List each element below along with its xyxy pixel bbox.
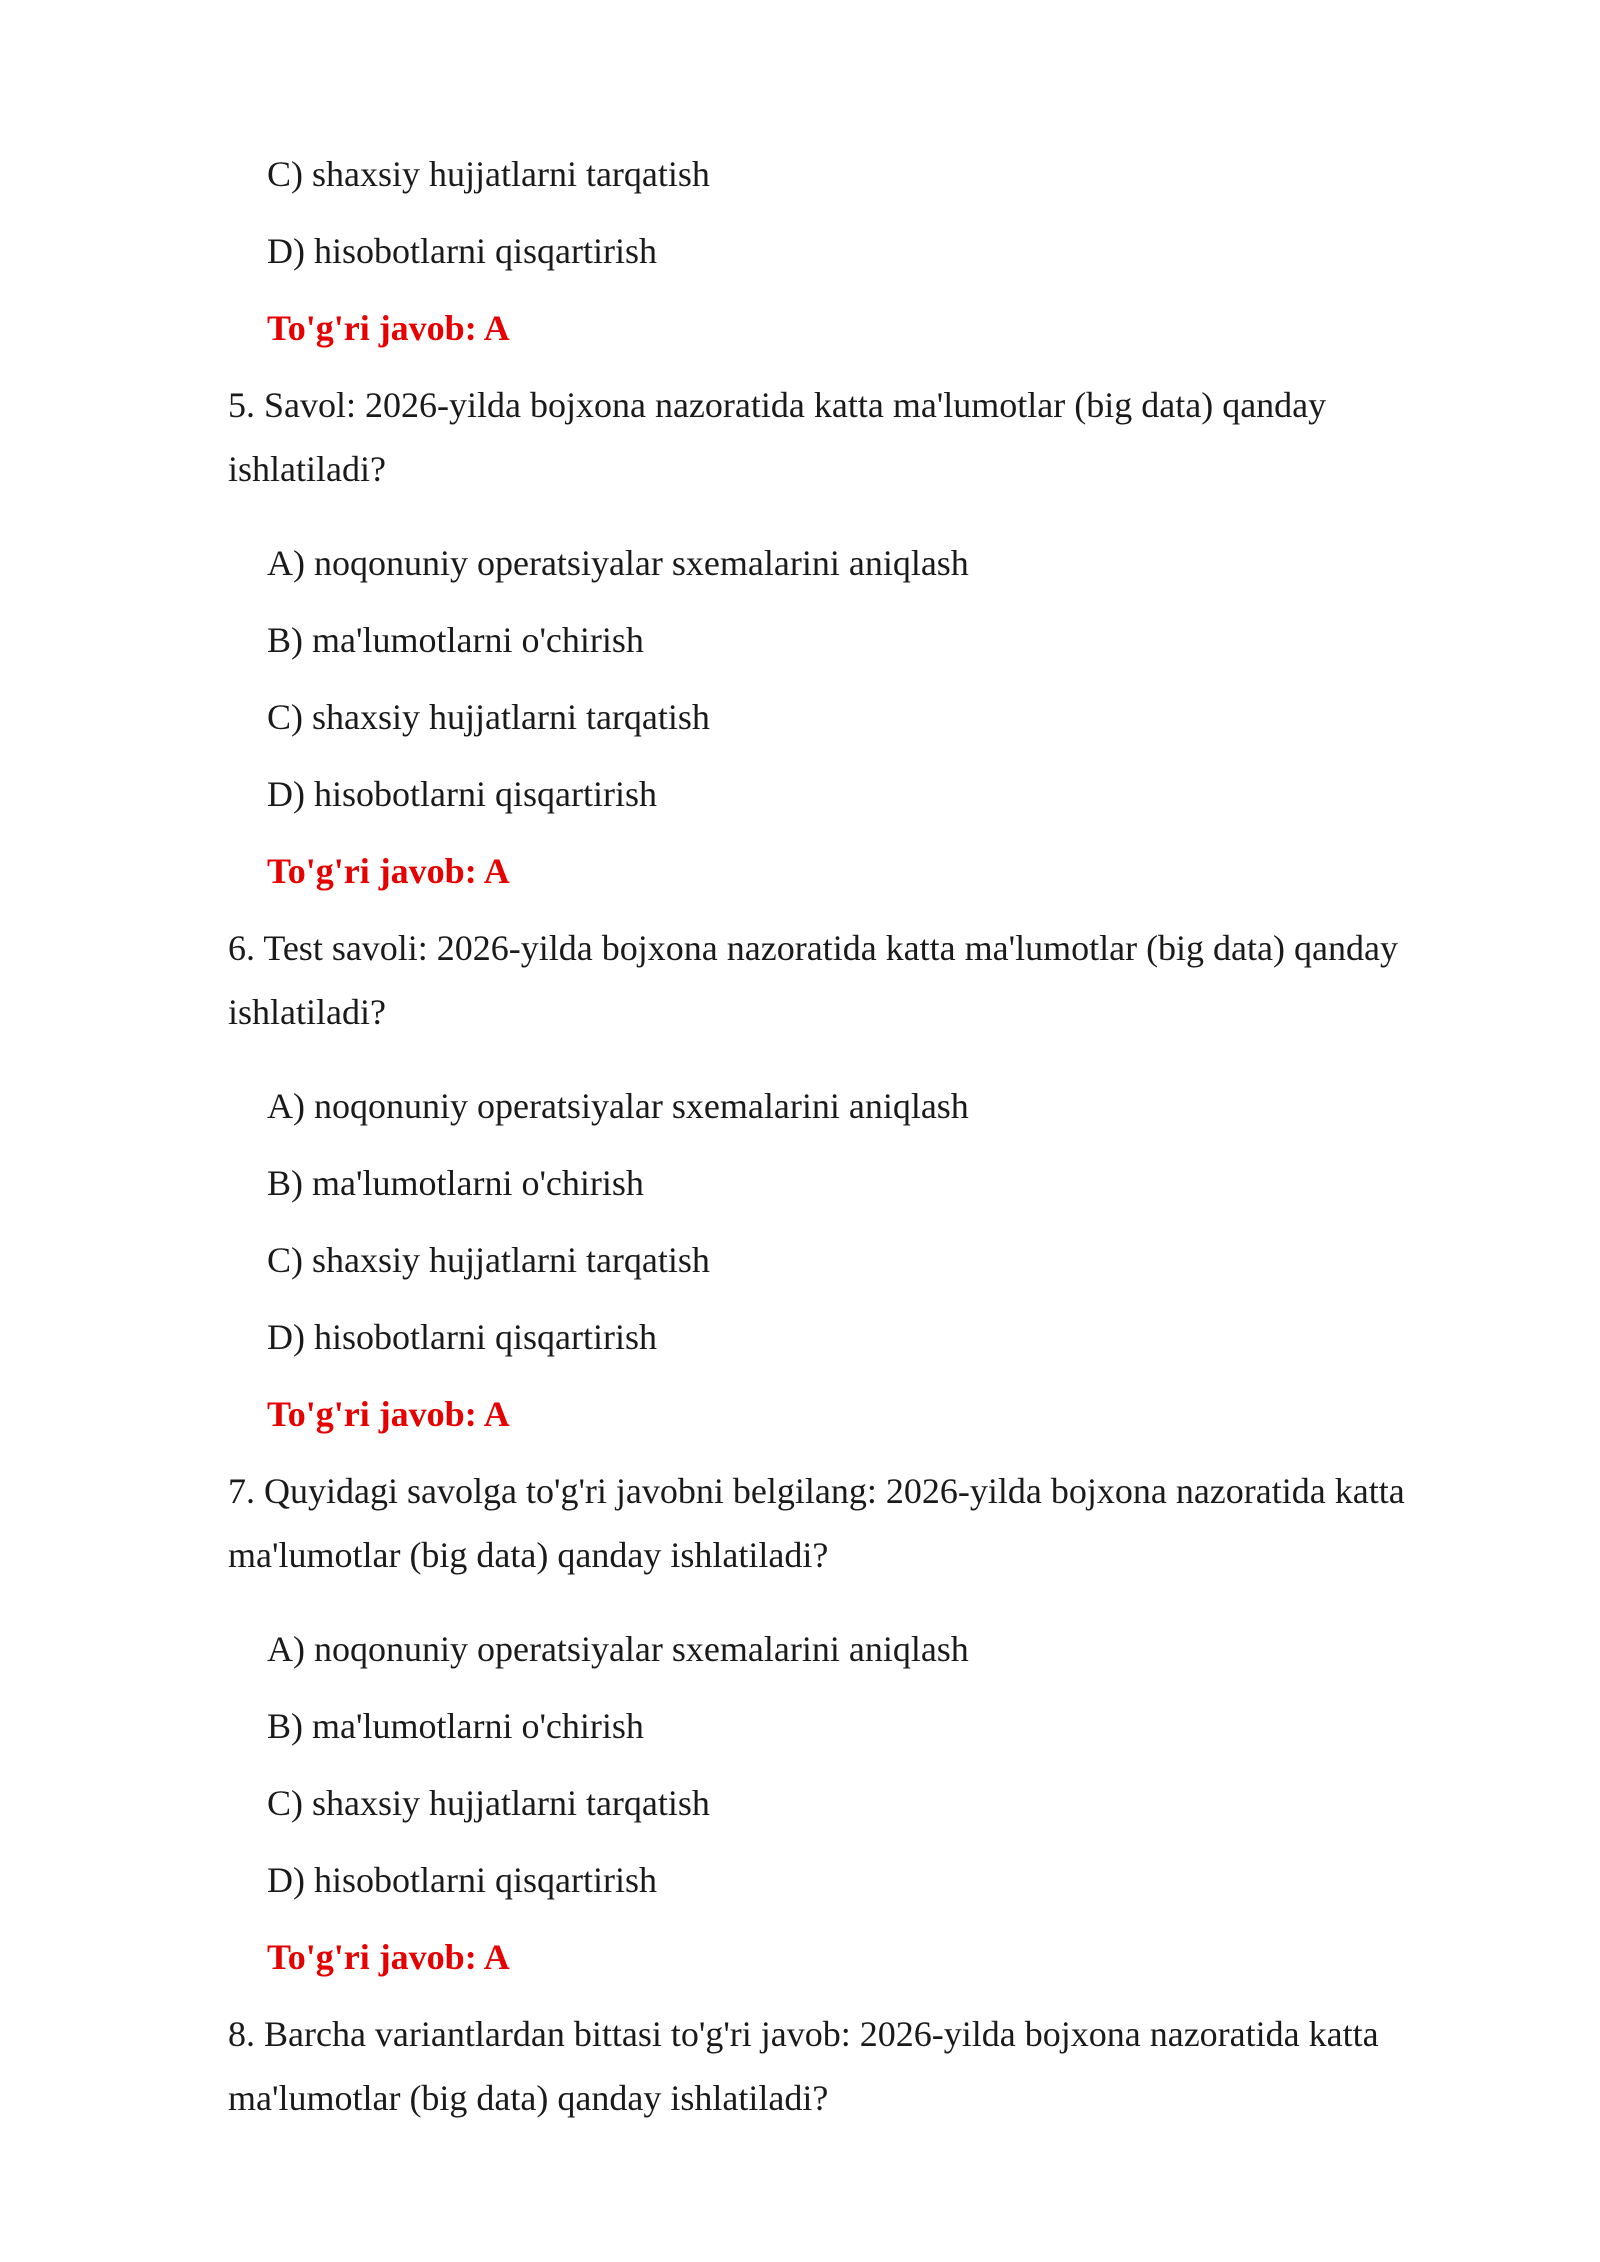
question-8-line-1: 8. Barcha variantlardan bittasi to'g'ri javob: 2026-yilda bojxona nazoratida katta — [228, 2014, 1379, 2054]
question-7-line-1: 7. Quyidagi savolga to'g'ri javobni belgilang: 2026-yilda bojxona nazoratida katta — [228, 1471, 1405, 1511]
question-6-option-b: B) ma'lumotlarni o'chirish — [267, 1163, 644, 1203]
option-d: D) hisobotlarni qisqartirish — [267, 231, 657, 271]
question-6-option-c: C) shaxsiy hujjatlarni tarqatish — [267, 1240, 710, 1280]
question-5-option-d: D) hisobotlarni qisqartirish — [267, 774, 657, 814]
question-6-option-a: A) noqonuniy operatsiyalar sxemalarini aniqlash — [267, 1086, 969, 1126]
question-7-answer: To'g'ri javob: A — [267, 1937, 510, 1977]
question-6-line-1: 6. Test savoli: 2026-yilda bojxona nazoratida katta ma'lumotlar (big data) qanday — [228, 928, 1398, 968]
question-7-option-c: C) shaxsiy hujjatlarni tarqatish — [267, 1783, 710, 1823]
question-7-option-a: A) noqonuniy operatsiyalar sxemalarini aniqlash — [267, 1629, 969, 1669]
question-8-line-2: ma'lumotlar (big data) qanday ishlatiladi? — [228, 2078, 829, 2118]
question-5-line-1: 5. Savol: 2026-yilda bojxona nazoratida katta ma'lumotlar (big data) qanday — [228, 385, 1327, 425]
question-6-option-d: D) hisobotlarni qisqartirish — [267, 1317, 657, 1357]
question-5-line-2: ishlatiladi? — [228, 449, 386, 489]
correct-answer: To'g'ri javob: A — [267, 308, 510, 348]
question-6-answer: To'g'ri javob: A — [267, 1394, 510, 1434]
option-c: C) shaxsiy hujjatlarni tarqatish — [267, 154, 710, 194]
question-6-line-2: ishlatiladi? — [228, 992, 386, 1032]
question-5-option-a: A) noqonuniy operatsiyalar sxemalarini aniqlash — [267, 543, 969, 583]
question-5-option-c: C) shaxsiy hujjatlarni tarqatish — [267, 697, 710, 737]
question-7-line-2: ma'lumotlar (big data) qanday ishlatiladi? — [228, 1535, 829, 1575]
question-7-option-d: D) hisobotlarni qisqartirish — [267, 1860, 657, 1900]
question-5-answer: To'g'ri javob: A — [267, 851, 510, 891]
question-7-option-b: B) ma'lumotlarni o'chirish — [267, 1706, 644, 1746]
question-5-option-b: B) ma'lumotlarni o'chirish — [267, 620, 644, 660]
